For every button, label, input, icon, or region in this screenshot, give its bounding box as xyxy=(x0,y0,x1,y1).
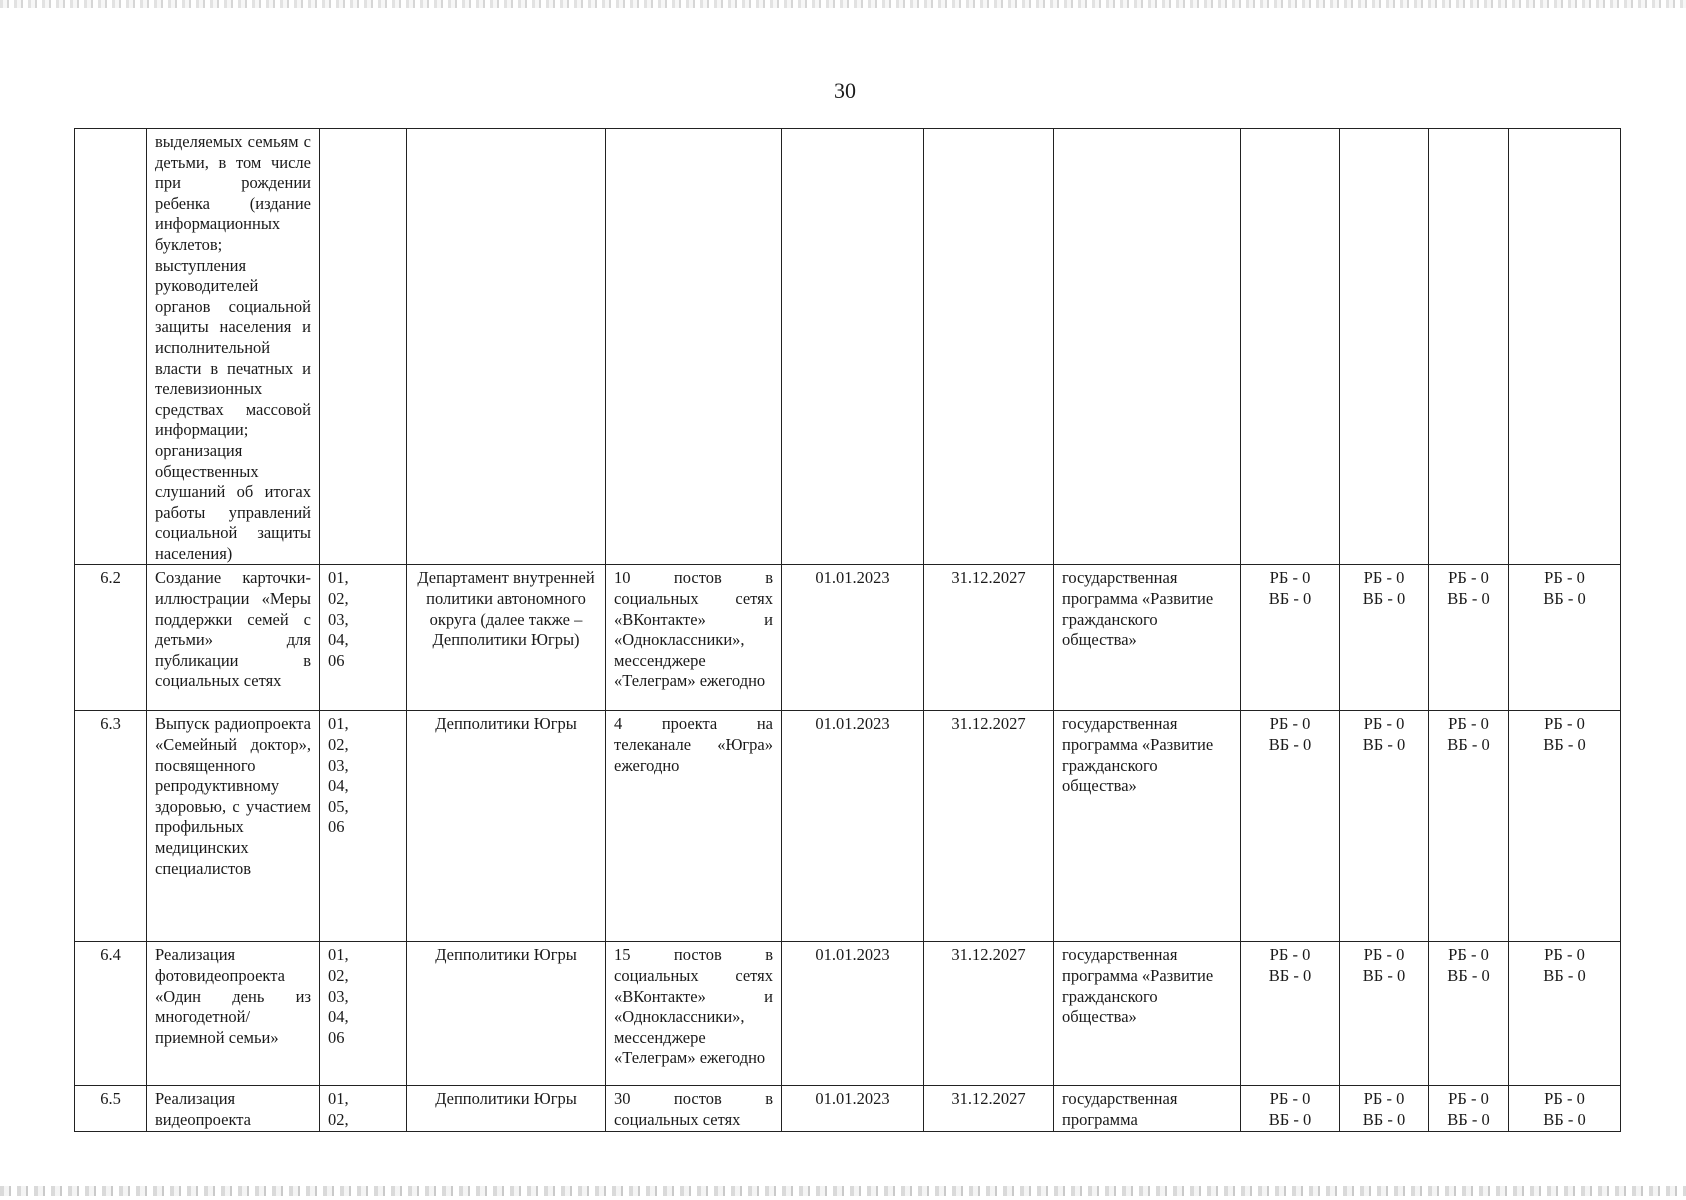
expected-result xyxy=(606,129,782,565)
cell-line: 01, xyxy=(328,568,349,588)
cell-line: ВБ - 0 xyxy=(1362,735,1406,755)
row-number: 6.3 xyxy=(75,711,147,942)
cell-line: ВБ - 0 xyxy=(1362,966,1406,986)
cell-line: ВБ - 0 xyxy=(1447,1110,1490,1130)
row-number: 6.4 xyxy=(75,942,147,1086)
funding-cell xyxy=(1429,711,1509,942)
row-number: 6.2 xyxy=(75,565,147,711)
cell-line: 01, xyxy=(328,1089,349,1109)
start-date: 01.01.2023 xyxy=(782,565,924,711)
funding-program: государственная программа xyxy=(1054,1086,1241,1131)
table-row xyxy=(75,711,1621,942)
measure-name: Выпуск радиопроекта «Семейный доктор», посвященного репродуктивному здоровью, с участием профильных медицинских специалистов xyxy=(147,711,320,942)
indicator-codes xyxy=(320,1086,407,1131)
funding-cell xyxy=(1429,1086,1509,1131)
funding-cell xyxy=(1509,565,1621,711)
cell-line: РБ - 0 xyxy=(1544,714,1585,734)
end-date: 31.12.2027 xyxy=(924,711,1054,942)
funding-cell xyxy=(1241,1086,1340,1131)
responsible-executor: Депполитики Югры xyxy=(407,711,606,942)
cell-line: РБ - 0 xyxy=(1269,714,1311,734)
funding-cell xyxy=(1241,942,1340,1086)
end-date: 31.12.2027 xyxy=(924,565,1054,711)
funding-cell xyxy=(1340,129,1429,565)
funding-cell xyxy=(1241,711,1340,942)
cell-line: РБ - 0 xyxy=(1269,945,1311,965)
cell-line: ВБ - 0 xyxy=(1543,589,1586,609)
funding-cell xyxy=(1509,711,1621,942)
indicator-codes xyxy=(320,565,407,711)
cell-line: ВБ - 0 xyxy=(1362,589,1406,609)
expected-result: 15 постов в социальных сетях «ВКонтакте» и «Одноклассники», мессенджере «Телеграм» ежегодно xyxy=(606,942,782,1086)
cell-line: 06 xyxy=(328,817,345,837)
cell-line: ВБ - 0 xyxy=(1268,966,1312,986)
funding-cell xyxy=(1340,565,1429,711)
cell-line: РБ - 0 xyxy=(1448,714,1489,734)
cell-line: РБ - 0 xyxy=(1544,945,1585,965)
measures-table xyxy=(74,128,1621,1132)
cell-line: 03, xyxy=(328,755,349,775)
start-date: 01.01.2023 xyxy=(782,1086,924,1131)
funding-cell xyxy=(1340,942,1429,1086)
table-row xyxy=(75,129,1621,565)
responsible-executor xyxy=(407,129,606,565)
funding-program: государственная программа «Развитие гражданского общества» xyxy=(1054,942,1241,1086)
cell-line: РБ - 0 xyxy=(1363,568,1405,588)
expected-result: 4 проекта на телеканале «Югра» ежегодно xyxy=(606,711,782,942)
funding-cell xyxy=(1509,942,1621,1086)
cell-line: 04, xyxy=(328,776,349,796)
indicator-codes xyxy=(320,129,407,565)
page-number: 30 xyxy=(834,78,856,103)
funding-program: государственная программа «Развитие гражданского общества» xyxy=(1054,711,1241,942)
cell-line: 02, xyxy=(328,1110,349,1130)
end-date xyxy=(924,129,1054,565)
cell-line: ВБ - 0 xyxy=(1268,735,1312,755)
cell-line: ВБ - 0 xyxy=(1268,589,1312,609)
responsible-executor: Депполитики Югры xyxy=(407,1086,606,1131)
cell-line: 02, xyxy=(328,966,349,986)
cell-line: 03, xyxy=(328,986,349,1006)
cell-line: РБ - 0 xyxy=(1448,945,1489,965)
cell-line: ВБ - 0 xyxy=(1543,966,1586,986)
funding-cell xyxy=(1429,565,1509,711)
scan-edge-top xyxy=(0,0,1686,8)
funding-cell xyxy=(1429,942,1509,1086)
cell-line: РБ - 0 xyxy=(1448,568,1489,588)
responsible-executor: Департамент внутренней политики автономного округа (далее также – Депполитики Югры) xyxy=(407,565,606,711)
funding-cell xyxy=(1241,565,1340,711)
start-date: 01.01.2023 xyxy=(782,942,924,1086)
cell-line: ВБ - 0 xyxy=(1543,735,1586,755)
expected-result: 30 постов в социальных сетях xyxy=(606,1086,782,1131)
cell-line: ВБ - 0 xyxy=(1447,966,1490,986)
cell-line: ВБ - 0 xyxy=(1543,1110,1586,1130)
funding-cell xyxy=(1509,129,1621,565)
cell-line: РБ - 0 xyxy=(1544,1089,1585,1109)
end-date: 31.12.2027 xyxy=(924,942,1054,1086)
cell-line: 06 xyxy=(328,650,345,670)
cell-line: 01, xyxy=(328,714,349,734)
funding-cell xyxy=(1509,1086,1621,1131)
cell-line: 05, xyxy=(328,796,349,816)
measure-name: Реализация фотовидеопроекта «Один день из многодетной/приемной семьи» xyxy=(147,942,320,1086)
cell-line: РБ - 0 xyxy=(1269,568,1311,588)
indicator-codes xyxy=(320,711,407,942)
expected-result: 10 постов в социальных сетях «ВКонтакте» и «Одноклассники», мессенджере «Телеграм» ежегодно xyxy=(606,565,782,711)
cell-line: 04, xyxy=(328,1007,349,1027)
funding-program: государственная программа «Развитие гражданского общества» xyxy=(1054,565,1241,711)
cell-line: 01, xyxy=(328,945,349,965)
end-date: 31.12.2027 xyxy=(924,1086,1054,1131)
start-date: 01.01.2023 xyxy=(782,711,924,942)
funding-cell xyxy=(1340,711,1429,942)
cell-line: 02, xyxy=(328,735,349,755)
measure-name: Реализация видеопроекта xyxy=(147,1086,320,1131)
funding-cell xyxy=(1241,129,1340,565)
row-number xyxy=(75,129,147,565)
cell-line: 06 xyxy=(328,1027,345,1047)
row-number: 6.5 xyxy=(75,1086,147,1131)
indicator-codes xyxy=(320,942,407,1086)
start-date xyxy=(782,129,924,565)
scan-edge-bottom xyxy=(0,1186,1686,1196)
cell-line: ВБ - 0 xyxy=(1447,735,1490,755)
funding-cell xyxy=(1340,1086,1429,1131)
cell-line: РБ - 0 xyxy=(1269,1089,1311,1109)
cell-line: ВБ - 0 xyxy=(1268,1110,1312,1130)
measure-name: выделяемых семьям с детьми, в том числе при рождении ребенка (издание информационных буклетов; выступления руководителей органов социальной защиты населения и исполнительной власти в печатных и телевизионных средствах массовой информации; организация общественных слушаний об итогах работы управлений социальной защиты населения) xyxy=(147,129,320,565)
cell-line: 02, xyxy=(328,589,349,609)
cell-line: РБ - 0 xyxy=(1448,1089,1489,1109)
cell-line: 04, xyxy=(328,630,349,650)
cell-line: РБ - 0 xyxy=(1363,945,1405,965)
funding-program xyxy=(1054,129,1241,565)
cell-line: РБ - 0 xyxy=(1363,1089,1405,1109)
cell-line: 03, xyxy=(328,609,349,629)
table-row xyxy=(75,1086,1621,1131)
table-row xyxy=(75,942,1621,1086)
measure-name: Создание карточки-иллюстрации «Меры поддержки семей с детьми» для публикации в социальных сетях xyxy=(147,565,320,711)
cell-line: РБ - 0 xyxy=(1544,568,1585,588)
cell-line: ВБ - 0 xyxy=(1362,1110,1406,1130)
cell-line: ВБ - 0 xyxy=(1447,589,1490,609)
cell-line: РБ - 0 xyxy=(1363,714,1405,734)
funding-cell xyxy=(1429,129,1509,565)
table-row xyxy=(75,565,1621,711)
responsible-executor: Депполитики Югры xyxy=(407,942,606,1086)
